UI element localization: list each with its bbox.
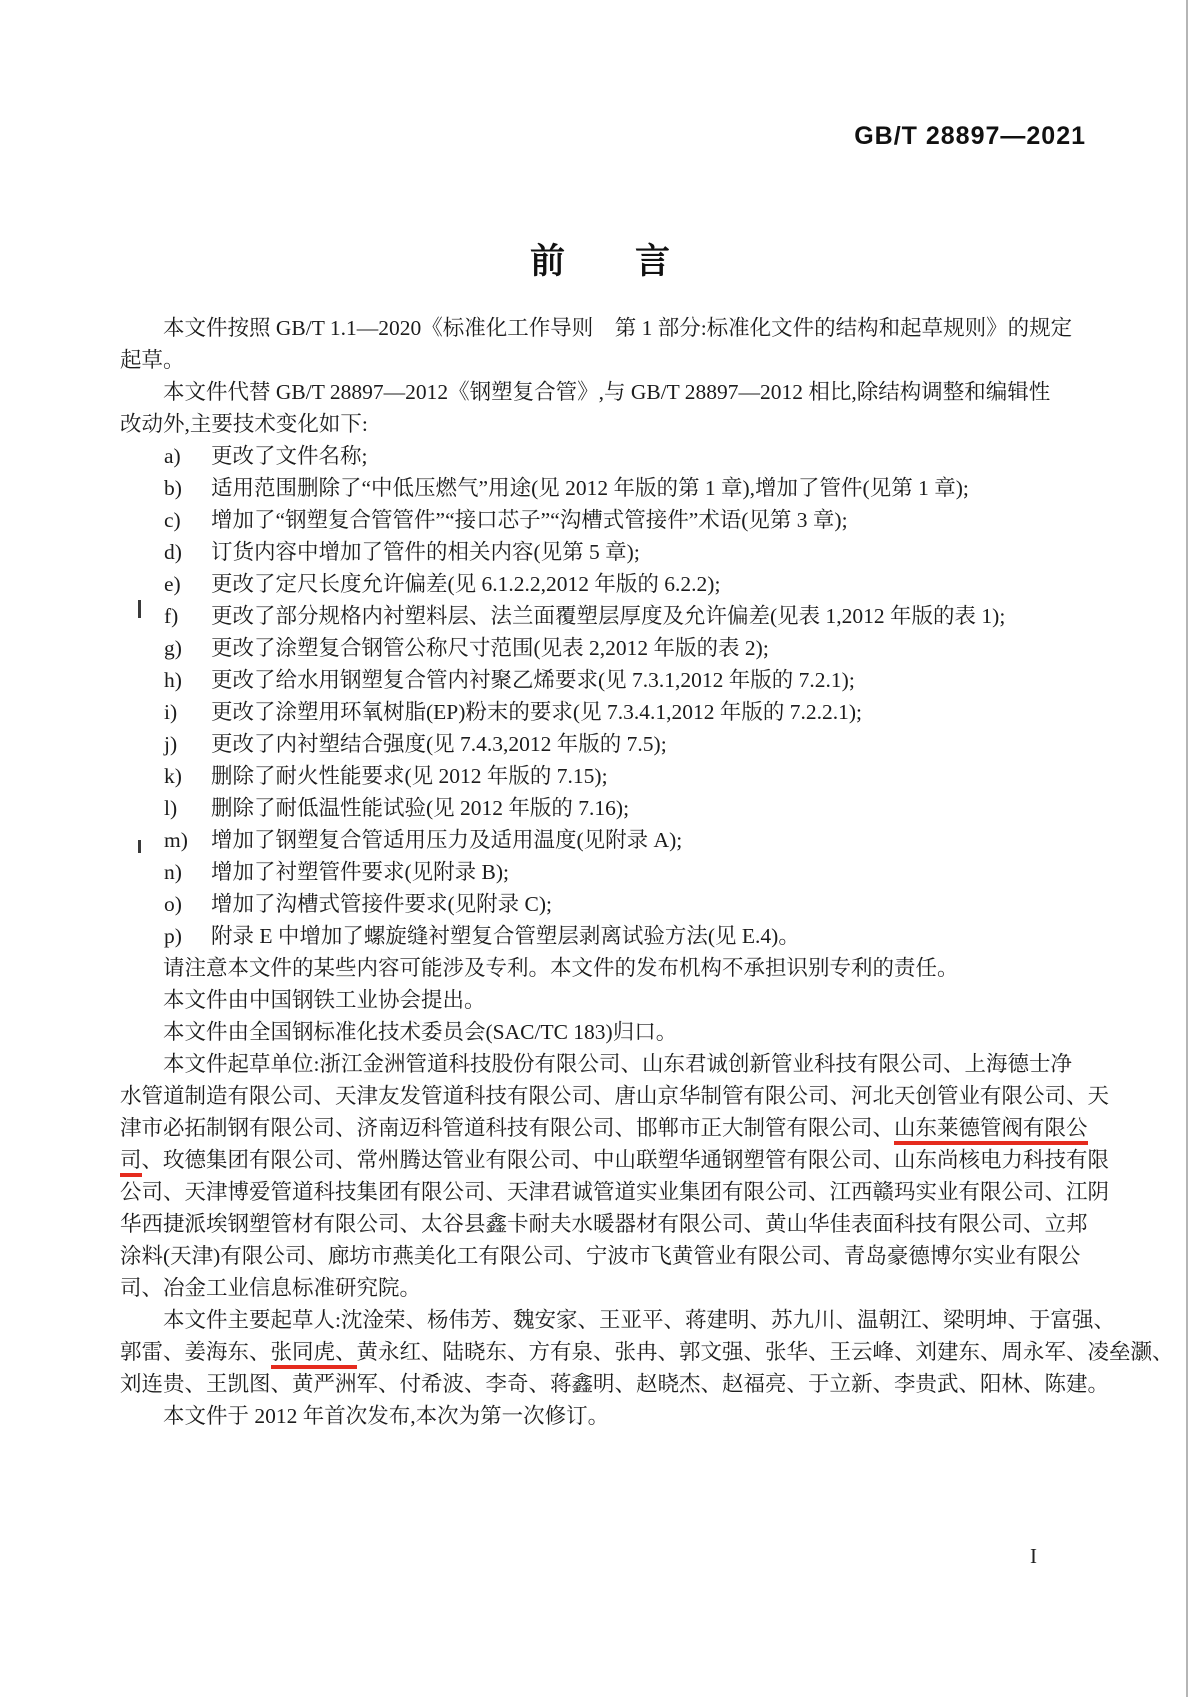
text-segment: 改动外,主要技术变化如下: [120, 412, 368, 436]
change-item [120, 696, 1110, 728]
item-label: m) [164, 828, 188, 852]
text-segment: 黄永红、陆晓东、方有泉、张冉、郭文强、张华、王云峰、刘建东、周永军、凌垒灏、 [356, 1340, 1174, 1364]
standard-code: GB/T 28897—2021 [854, 122, 1086, 150]
change-item [120, 568, 1110, 600]
item-label: h) [164, 668, 182, 692]
text-segment: 津市必拓制钢有限公司、济南迈科管道科技有限公司、邯郸市正大制管有限公司、 [120, 1116, 895, 1140]
change-item [120, 792, 1110, 824]
text-line [120, 408, 1110, 440]
page-title: 前 言 [529, 242, 670, 281]
page-number: I [1030, 1544, 1037, 1568]
text-segment: 起草。 [120, 348, 185, 372]
change-item [120, 536, 1110, 568]
item-label: n) [164, 860, 182, 884]
item-label: j) [164, 732, 178, 756]
item-label: i) [164, 700, 178, 724]
text-segment: 更改了涂塑用环氧树脂(EP)粉末的要求(见 7.3.4.1,2012 年版的 7.2.2.1); [211, 700, 862, 724]
text-segment: 本文件按照 GB/T 1.1—2020《标准化工作导则 第 1 部分:标准化文件的结构和起草规则》的规定 [163, 316, 1073, 340]
item-label: o) [164, 892, 182, 916]
text-segment: 更改了给水用钢塑复合管内衬聚乙烯要求(见 7.3.1,2012 年版的 7.2.1); [211, 668, 855, 692]
text-segment: 司、冶金工业信息标准研究院。 [120, 1276, 422, 1300]
text-segment: 请注意本文件的某些内容可能涉及专利。本文件的发布机构不承担识别专利的责任。 [163, 956, 959, 980]
text-segment: 增加了衬塑管件要求(见附录 B); [211, 860, 510, 884]
item-label: e) [164, 572, 181, 596]
red-underlined-text: 山东莱德管阀有限公 [894, 1116, 1088, 1145]
text-line [120, 1176, 1110, 1208]
change-item [120, 632, 1110, 664]
text-line [120, 1304, 1115, 1336]
text-line [120, 952, 1110, 984]
text-segment: 本文件代替 GB/T 28897—2012《钢塑复合管》,与 GB/T 28897—2012 相比,除结构调整和编辑性 [163, 380, 1051, 404]
red-underlined-text: 张同虎、 [271, 1340, 357, 1369]
item-label: g) [164, 636, 182, 660]
scan-speck [138, 600, 141, 618]
red-underlined-text: 司 [120, 1148, 142, 1177]
text-segment: 更改了部分规格内衬塑料层、法兰面覆塑层厚度及允许偏差(见表 1,2012 年版的表 1); [211, 604, 1006, 628]
change-item [120, 920, 1110, 952]
text-segment: 水管道制造有限公司、天津友发管道科技有限公司、唐山京华制管有限公司、河北天创管业有限公司、天 [120, 1084, 1110, 1108]
text-line [120, 1208, 1110, 1240]
item-label: c) [164, 508, 181, 532]
text-line [120, 1016, 1110, 1048]
text-segment: 更改了定尺长度允许偏差(见 6.1.2.2,2012 年版的 6.2.2); [211, 572, 721, 596]
scan-speck [138, 840, 141, 853]
item-label: a) [164, 444, 181, 468]
text-line [120, 312, 1110, 344]
text-line [120, 1112, 1110, 1144]
item-label: f) [164, 604, 179, 628]
change-item [120, 888, 1110, 920]
change-item [120, 760, 1110, 792]
text-line [120, 1272, 1110, 1304]
item-label: k) [164, 764, 182, 788]
text-segment: 更改了文件名称; [211, 444, 368, 468]
change-item [120, 440, 1110, 472]
text-line [120, 1336, 1174, 1368]
text-segment: 删除了耐低温性能试验(见 2012 年版的 7.16); [211, 796, 630, 820]
text-line [120, 1400, 1110, 1432]
text-line [120, 1240, 1110, 1272]
item-label: b) [164, 476, 182, 500]
change-item [120, 664, 1110, 696]
text-segment: 本文件主要起草人:沈淦荣、杨伟芳、魏安家、王亚平、蒋建明、苏九川、温朝江、梁明坤、于富强、 [163, 1308, 1115, 1332]
text-segment: 适用范围删除了“中低压燃气”用途(见 2012 年版的第 1 章),增加了管件(见第 1 章); [211, 476, 969, 500]
text-segment: 增加了“钢塑复合管管件”“接口芯子”“沟槽式管接件”术语(见第 3 章); [211, 508, 848, 532]
change-item [120, 856, 1110, 888]
text-segment: 刘连贵、王凯图、黄严洲军、付希波、李奇、蒋鑫明、赵晓杰、赵福亮、于立新、李贵武、阳林、陈建。 [120, 1372, 1110, 1396]
text-segment: 本文件由中国钢铁工业协会提出。 [163, 988, 486, 1012]
item-label: p) [164, 924, 182, 948]
text-segment: 增加了钢塑复合管适用压力及适用温度(见附录 A); [211, 828, 683, 852]
text-line [120, 344, 1110, 376]
change-item [120, 472, 1110, 504]
text-line [120, 376, 1110, 408]
text-segment: 本文件于 2012 年首次发布,本次为第一次修订。 [163, 1404, 610, 1428]
text-line [120, 1080, 1110, 1112]
text-line [120, 1048, 1110, 1080]
text-segment: 、玫德集团有限公司、常州腾达管业有限公司、中山联塑华通钢塑管有限公司、山东尚核电力科技有限 [141, 1148, 1110, 1172]
item-label: d) [164, 540, 182, 564]
change-item [120, 600, 1110, 632]
text-segment: 增加了沟槽式管接件要求(见附录 C); [211, 892, 553, 916]
text-segment: 本文件起草单位:浙江金洲管道科技股份有限公司、山东君诚创新管业科技有限公司、上海德士净 [163, 1052, 1072, 1076]
text-segment: 华西捷派埃钢塑管材有限公司、太谷县鑫卡耐夫水暖器材有限公司、黄山华佳表面科技有限公司、立邦 [120, 1212, 1088, 1236]
text-line [120, 984, 1110, 1016]
text-line [120, 1144, 1110, 1176]
text-segment: 订货内容中增加了管件的相关内容(见第 5 章); [211, 540, 640, 564]
text-segment: 删除了耐火性能要求(见 2012 年版的 7.15); [211, 764, 608, 788]
text-segment: 本文件由全国钢标准化技术委员会(SAC/TC 183)归口。 [163, 1020, 678, 1044]
text-segment: 公司、天津博爱管道科技集团有限公司、天津君诚管道实业集团有限公司、江西赣玛实业有限公司、江阴 [120, 1180, 1110, 1204]
change-item [120, 504, 1110, 536]
text-line [120, 1368, 1110, 1400]
text-segment: 涂料(天津)有限公司、廊坊市燕美化工有限公司、宁波市飞黄管业有限公司、青岛豪德博尔实业有限公 [120, 1244, 1081, 1268]
item-label: l) [164, 796, 178, 820]
text-segment: 附录 E 中增加了螺旋缝衬塑复合管塑层剥离试验方法(见 E.4)。 [211, 924, 800, 948]
scan-edge-artifact [1186, 0, 1188, 1697]
change-item [120, 728, 1110, 760]
text-segment: 更改了内衬塑结合强度(见 7.4.3,2012 年版的 7.5); [211, 732, 667, 756]
text-segment: 郭雷、姜海东、 [120, 1340, 271, 1364]
body-lines [120, 312, 1174, 1432]
text-segment: 更改了涂塑复合钢管公称尺寸范围(见表 2,2012 年版的表 2); [211, 636, 769, 660]
change-item [120, 824, 1110, 856]
